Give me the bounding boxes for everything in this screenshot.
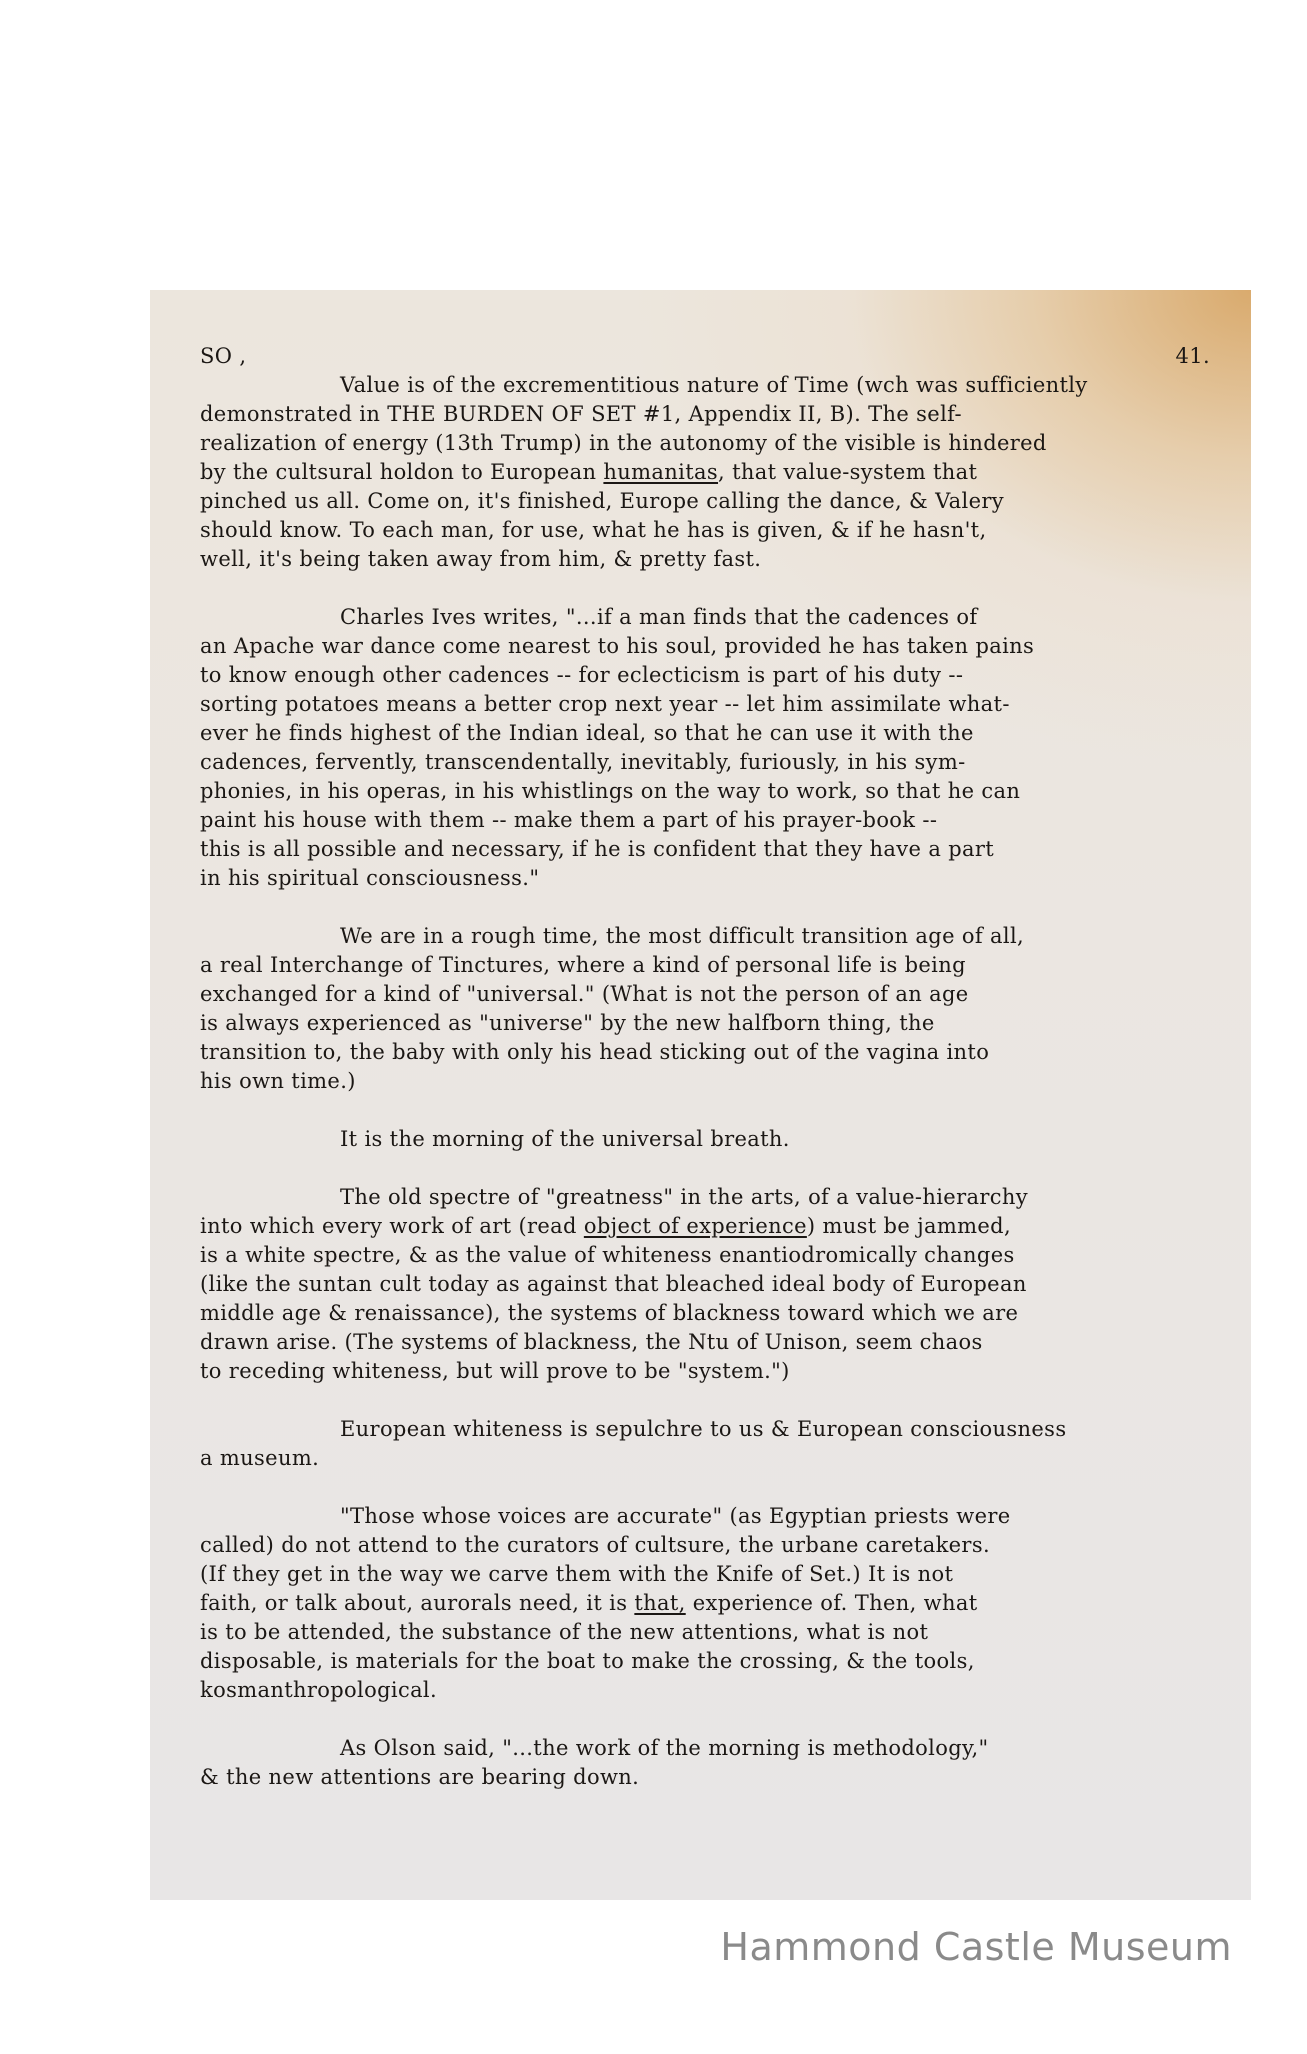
text-segment: realization of energy (13th Trump) in the autonomy of the visible is hindered — [200, 431, 1047, 455]
text-segment: in his spiritual consciousness." — [200, 866, 540, 890]
body-text — [200, 371, 1230, 1792]
scanned-page — [150, 290, 1251, 1900]
text-segment: middle age & renaissance), the systems of blackness toward which we are — [200, 1301, 1019, 1325]
text-segment: drawn arise. (The systems of blackness, the Ntu of Unison, seem chaos — [200, 1330, 983, 1354]
text-line — [200, 371, 1230, 400]
text-segment: Charles Ives writes, "...if a man finds that the cadences of — [340, 605, 978, 629]
text-segment: by the cultsural holdon to European — [200, 460, 604, 484]
text-segment: is always experienced as "universe" by the new halfborn thing, the — [200, 1011, 935, 1035]
text-segment: to know enough other cadences -- for eclecticism is part of his duty -- — [200, 663, 964, 687]
text-line — [200, 690, 1230, 719]
text-line — [200, 1502, 1230, 1531]
text-line — [200, 1618, 1230, 1647]
page-number: 41. — [1175, 344, 1210, 368]
text-segment: experience of. Then, what — [685, 1591, 978, 1615]
text-line — [200, 1125, 1230, 1154]
text-segment: & the new attentions are bearing down. — [200, 1765, 640, 1789]
text-segment: Value is of the excrementitious nature of Time (wch was sufficiently — [340, 373, 1088, 397]
text-line — [200, 603, 1230, 632]
text-line — [200, 864, 1230, 893]
text-segment: called) do not attend to the curators of cultsure, the urbane caretakers. — [200, 1533, 990, 1557]
text-line — [200, 1444, 1230, 1473]
paragraph — [200, 1415, 1230, 1473]
text-line — [200, 1763, 1230, 1792]
text-segment: "Those whose voices are accurate" (as Egyptian priests were — [340, 1504, 1011, 1528]
text-segment: should know. To each man, for use, what he has is given, & if he hasn't, — [200, 518, 987, 542]
paragraph — [200, 1125, 1230, 1154]
paragraph — [200, 1502, 1230, 1705]
text-line — [200, 1183, 1230, 1212]
text-line — [200, 1734, 1230, 1763]
text-line — [200, 1299, 1230, 1328]
text-line — [200, 1415, 1230, 1444]
text-line — [200, 835, 1230, 864]
text-line — [200, 661, 1230, 690]
text-line — [200, 1328, 1230, 1357]
text-line — [200, 1212, 1230, 1241]
text-segment: It is the morning of the universal breath. — [340, 1127, 790, 1151]
text-segment: kosmanthropological. — [200, 1678, 438, 1702]
text-segment: is a white spectre, & as the value of whiteness enantiodromically changes — [200, 1243, 1015, 1267]
text-line — [200, 980, 1230, 1009]
text-line — [200, 1009, 1230, 1038]
text-line — [200, 1270, 1230, 1299]
text-line — [200, 1676, 1230, 1705]
text-line — [200, 951, 1230, 980]
header-label: SO , — [200, 344, 247, 368]
text-line — [200, 400, 1230, 429]
text-line — [200, 632, 1230, 661]
text-segment: to receding whiteness, but will prove to be "system.") — [200, 1359, 790, 1383]
text-segment: sorting potatoes means a better crop next year -- let him assimilate what- — [200, 692, 1010, 716]
text-line — [200, 922, 1230, 951]
text-segment: paint his house with them -- make them a part of his prayer-book -- — [200, 808, 938, 832]
text-segment: an Apache war dance come nearest to his soul, provided he has taken pains — [200, 634, 1035, 658]
paragraph — [200, 371, 1230, 574]
text-line — [200, 1357, 1230, 1386]
text-segment: well, it's being taken away from him, & pretty fast. — [200, 547, 762, 571]
text-line — [200, 458, 1230, 487]
text-segment: cadences, fervently, transcendentally, inevitably, furiously, in his sym- — [200, 750, 966, 774]
underlined-text: humanitas — [603, 460, 719, 484]
text-segment: is to be attended, the substance of the new attentions, what is not — [200, 1620, 929, 1644]
paragraph — [200, 603, 1230, 893]
text-line — [200, 777, 1230, 806]
text-line — [200, 487, 1230, 516]
text-segment: into which every work of art (read — [200, 1214, 584, 1238]
text-line — [200, 1038, 1230, 1067]
paragraph — [200, 1734, 1230, 1792]
text-line — [200, 1067, 1230, 1096]
text-segment: ever he finds highest of the Indian ideal, so that he can use it with the — [200, 721, 974, 745]
text-line — [200, 806, 1230, 835]
watermark-text: Hammond Castle Museum — [720, 1925, 1232, 1969]
text-segment: exchanged for a kind of "universal." (What is not the person of an age — [200, 982, 969, 1006]
text-segment: , that value-system that — [718, 460, 978, 484]
text-line — [200, 1589, 1230, 1618]
text-segment: We are in a rough time, the most difficult transition age of all, — [340, 924, 1025, 948]
text-line — [200, 1531, 1230, 1560]
page-header — [200, 342, 1230, 371]
text-segment: demonstrated in THE BURDEN OF SET #1, Appendix II, B). The self- — [200, 402, 962, 426]
text-segment: (If they get in the way we carve them with the Knife of Set.) It is not — [200, 1562, 954, 1586]
underlined-text: that, — [634, 1591, 686, 1615]
paragraph — [200, 1183, 1230, 1386]
text-segment: (like the suntan cult today as against that bleached ideal body of European — [200, 1272, 1027, 1296]
text-line — [200, 429, 1230, 458]
text-line — [200, 545, 1230, 574]
text-segment: this is all possible and necessary, if he is confident that they have a part — [200, 837, 995, 861]
text-segment: a real Interchange of Tinctures, where a kind of personal life is being — [200, 953, 966, 977]
text-segment: ) must be jammed, — [806, 1214, 1011, 1238]
text-line — [200, 516, 1230, 545]
text-segment: faith, or talk about, aurorals need, it is — [200, 1591, 635, 1615]
text-segment: his own time.) — [200, 1069, 356, 1093]
text-segment: phonies, in his operas, in his whistlings on the way to work, so that he can — [200, 779, 1021, 803]
paragraph — [200, 922, 1230, 1096]
text-line — [200, 719, 1230, 748]
text-line — [200, 1560, 1230, 1589]
text-segment: The old spectre of "greatness" in the arts, of a value-hierarchy — [340, 1185, 1028, 1209]
text-segment: European whiteness is sepulchre to us & European consciousness — [340, 1417, 1067, 1441]
text-segment: As Olson said, "...the work of the morning is methodology," — [340, 1736, 989, 1760]
text-line — [200, 748, 1230, 777]
typescript-text — [200, 342, 1230, 1821]
text-line — [200, 1241, 1230, 1270]
text-segment: disposable, is materials for the boat to make the crossing, & the tools, — [200, 1649, 975, 1673]
text-segment: transition to, the baby with only his head sticking out of the vagina into — [200, 1040, 990, 1064]
text-segment: a museum. — [200, 1446, 320, 1470]
text-segment: pinched us all. Come on, it's finished, Europe calling the dance, & Valery — [200, 489, 1004, 513]
underlined-text: object of experience — [583, 1214, 807, 1238]
text-line — [200, 1647, 1230, 1676]
